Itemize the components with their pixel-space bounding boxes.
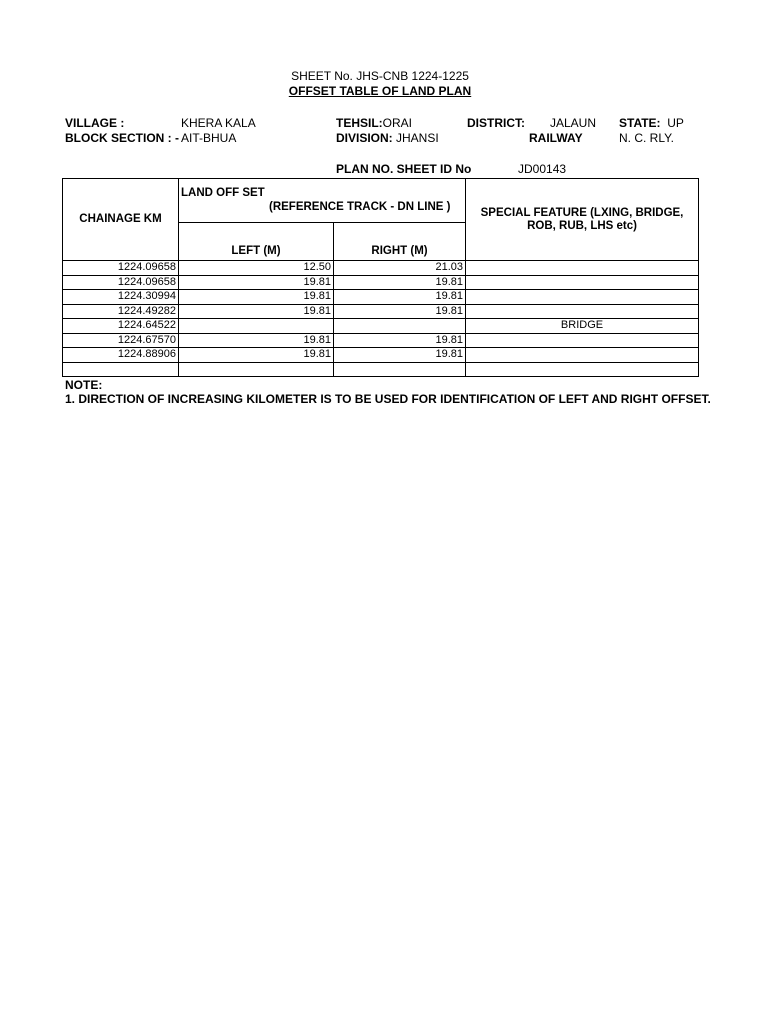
left-offset-cell xyxy=(179,362,334,377)
left-offset-cell: 19.81 xyxy=(179,348,334,363)
right-offset-cell: 19.81 xyxy=(334,290,466,305)
division-value: JHANSI xyxy=(396,131,439,145)
reference-track-label: (REFERENCE TRACK - DN LINE ) xyxy=(269,201,451,213)
special-feature-cell xyxy=(466,275,699,290)
plan-label: PLAN NO. SHEET ID No xyxy=(336,162,472,176)
table-row xyxy=(63,333,699,348)
right-header: RIGHT (M) xyxy=(334,223,466,261)
table-row xyxy=(63,362,699,377)
right-offset-cell: 19.81 xyxy=(334,304,466,319)
right-offset-cell: 19.81 xyxy=(334,348,466,363)
state-label: STATE: xyxy=(619,116,661,130)
chainage-cell: 1224.09658 xyxy=(63,261,179,276)
table-row xyxy=(63,348,699,363)
table-row xyxy=(63,290,699,305)
village-value: KHERA KALA xyxy=(181,116,256,130)
note-label: NOTE: xyxy=(65,378,103,392)
railway-label: RAILWAY xyxy=(529,131,583,145)
chainage-cell: 1224.30994 xyxy=(63,290,179,305)
chainage-header: CHAINAGE KM xyxy=(63,179,179,261)
sheet-number: SHEET No. JHS-CNB 1224-1225 xyxy=(291,69,469,83)
special-feature-cell xyxy=(466,362,699,377)
document-title xyxy=(0,84,760,98)
table-row xyxy=(63,319,699,334)
document-title-text: OFFSET TABLE OF LAND PLAN xyxy=(288,84,472,98)
right-offset-cell: 19.81 xyxy=(334,333,466,348)
right-offset-cell: 21.03 xyxy=(334,261,466,276)
left-offset-cell: 19.81 xyxy=(179,304,334,319)
chainage-cell: 1224.88906 xyxy=(63,348,179,363)
special-feature-cell xyxy=(466,290,699,305)
table-row xyxy=(63,275,699,290)
left-header: LEFT (M) xyxy=(179,223,334,261)
left-offset-cell xyxy=(179,319,334,334)
village-label: VILLAGE : xyxy=(65,116,125,130)
district-label: DISTRICT: xyxy=(467,116,525,130)
special-feature-cell: BRIDGE xyxy=(466,319,699,334)
left-offset-cell: 19.81 xyxy=(179,290,334,305)
chainage-cell xyxy=(63,362,179,377)
chainage-cell: 1224.64522 xyxy=(63,319,179,334)
chainage-cell: 1224.09658 xyxy=(63,275,179,290)
left-offset-cell: 12.50 xyxy=(179,261,334,276)
division-field xyxy=(336,131,439,145)
left-offset-cell: 19.81 xyxy=(179,333,334,348)
table-row xyxy=(63,304,699,319)
railway-value: N. C. RLY. xyxy=(619,131,674,145)
block-section-value: AIT-BHUA xyxy=(181,131,237,145)
right-offset-cell: 19.81 xyxy=(334,275,466,290)
land-offset-label: LAND OFF SET xyxy=(181,187,265,199)
table-row xyxy=(63,261,699,276)
tehsil-field xyxy=(336,116,412,130)
special-feature-cell xyxy=(466,304,699,319)
offset-table xyxy=(62,178,699,377)
state-field xyxy=(619,116,684,130)
left-offset-cell: 19.81 xyxy=(179,275,334,290)
special-feature-cell xyxy=(466,348,699,363)
plan-value: JD00143 xyxy=(518,162,567,176)
special-feature-cell xyxy=(466,333,699,348)
right-offset-cell xyxy=(334,362,466,377)
district-value: JALAUN xyxy=(550,116,597,130)
land-offset-header xyxy=(179,179,466,223)
special-feature-header: SPECIAL FEATURE (LXING, BRIDGE, ROB, RUB, LHS etc) xyxy=(466,179,699,261)
note-line-1: 1. DIRECTION OF INCREASING KILOMETER IS TO BE USED FOR IDENTIFICATION OF LEFT AND RIGHT OFFSET. xyxy=(65,392,711,406)
chainage-cell: 1224.49282 xyxy=(63,304,179,319)
special-feature-cell xyxy=(466,261,699,276)
state-value: UP xyxy=(667,116,684,130)
right-offset-cell xyxy=(334,319,466,334)
block-section-label: BLOCK SECTION : - xyxy=(65,131,179,145)
chainage-cell: 1224.67570 xyxy=(63,333,179,348)
tehsil-value: ORAI xyxy=(382,116,413,130)
tehsil-label: TEHSIL: xyxy=(336,116,383,130)
division-label: DIVISION: xyxy=(336,131,393,145)
